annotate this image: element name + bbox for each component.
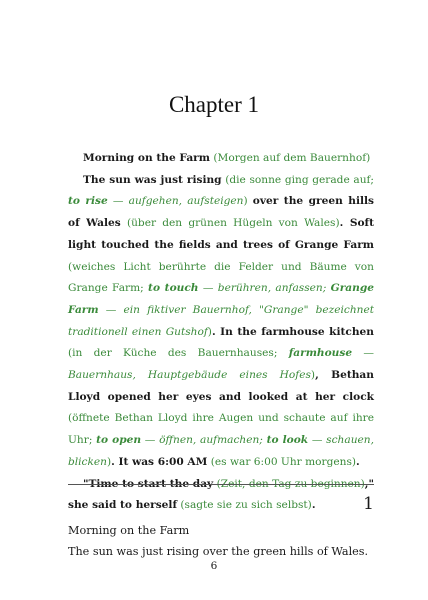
vocab-gloss: — ein fiktiver Bauernhof, "Grange" bezeichnet traditionell einen Gutshof <box>68 303 374 338</box>
plain-title: Morning on the Farm <box>68 524 190 537</box>
vocab-term: Grange Farm <box>68 282 375 316</box>
english-text: The sun was just rising <box>83 173 222 186</box>
section-number: 1 <box>363 494 374 514</box>
german-translation: (sagte sie zu sich selbst) <box>180 499 312 512</box>
english-text: over the green hills of Wales <box>68 195 374 230</box>
vocab-gloss: — aufgehen, aufsteigen <box>107 195 244 208</box>
paragraph <box>68 474 374 517</box>
german-translation: (Morgen auf dem Bauernhof) <box>213 152 371 164</box>
english-text: ," she said to herself <box>68 477 374 512</box>
plain-line: The sun was just rising over the green hills of Wales. <box>68 545 369 558</box>
vocab-term: to look <box>266 434 309 447</box>
vocab-gloss: — Bauernhaus, Hauptgebäude eines Hofes <box>68 347 374 382</box>
german-translation: (es war 6:00 Uhr morgens) <box>210 455 357 468</box>
english-text: . <box>356 455 360 468</box>
german-translation: ) <box>243 195 248 208</box>
german-translation: (die sonne ging gerade auf; <box>225 173 375 186</box>
german-translation: (Zeit, den Tag zu beginnen) <box>216 477 365 490</box>
vocab-term: to touch <box>148 282 199 295</box>
german-translation: (in der Küche des Bauernhauses; <box>68 347 289 360</box>
german-translation: (über den grünen Hügeln von Wales) <box>126 217 340 230</box>
page-number: 6 <box>210 560 218 572</box>
english-text: . In the farmhouse kitchen <box>211 325 374 338</box>
english-text: . <box>311 499 316 512</box>
english-text: . It was 6:00 AM <box>111 455 208 468</box>
plain-text-section <box>68 520 374 562</box>
german-translation: (weiches Licht berührte die Felder und Bäume von Grange Farm; <box>68 260 374 295</box>
english-text: . Soft light touched the fields and trees of Grange Farm <box>68 217 374 251</box>
vocab-gloss: — schauen, blicken <box>68 434 374 468</box>
english-text: Morning on the Farm <box>83 152 210 164</box>
vocab-term: farmhouse <box>288 347 353 360</box>
vocab-gloss: — öffnen, aufmachen; <box>141 434 267 447</box>
vocab-gloss: — berühren, anfassen; <box>198 282 331 295</box>
english-text: "Time to start the day <box>83 477 214 490</box>
paragraph <box>68 170 374 474</box>
paragraph <box>68 148 374 170</box>
vocab-term: to open <box>96 434 142 447</box>
vocab-term: to rise <box>68 195 108 208</box>
german-translation: ) <box>107 455 112 468</box>
bilingual-text <box>68 148 374 517</box>
english-text: , Bethan Lloyd opened her eyes and looked at her clock <box>68 369 374 403</box>
section-divider <box>68 484 374 485</box>
german-translation: ) <box>207 325 212 338</box>
german-translation: (öffnete Bethan Lloyd ihre Augen und schaute auf ihre Uhr; <box>68 412 374 447</box>
german-translation: ) <box>310 369 316 382</box>
chapter-title: Chapter 1 <box>168 92 260 117</box>
